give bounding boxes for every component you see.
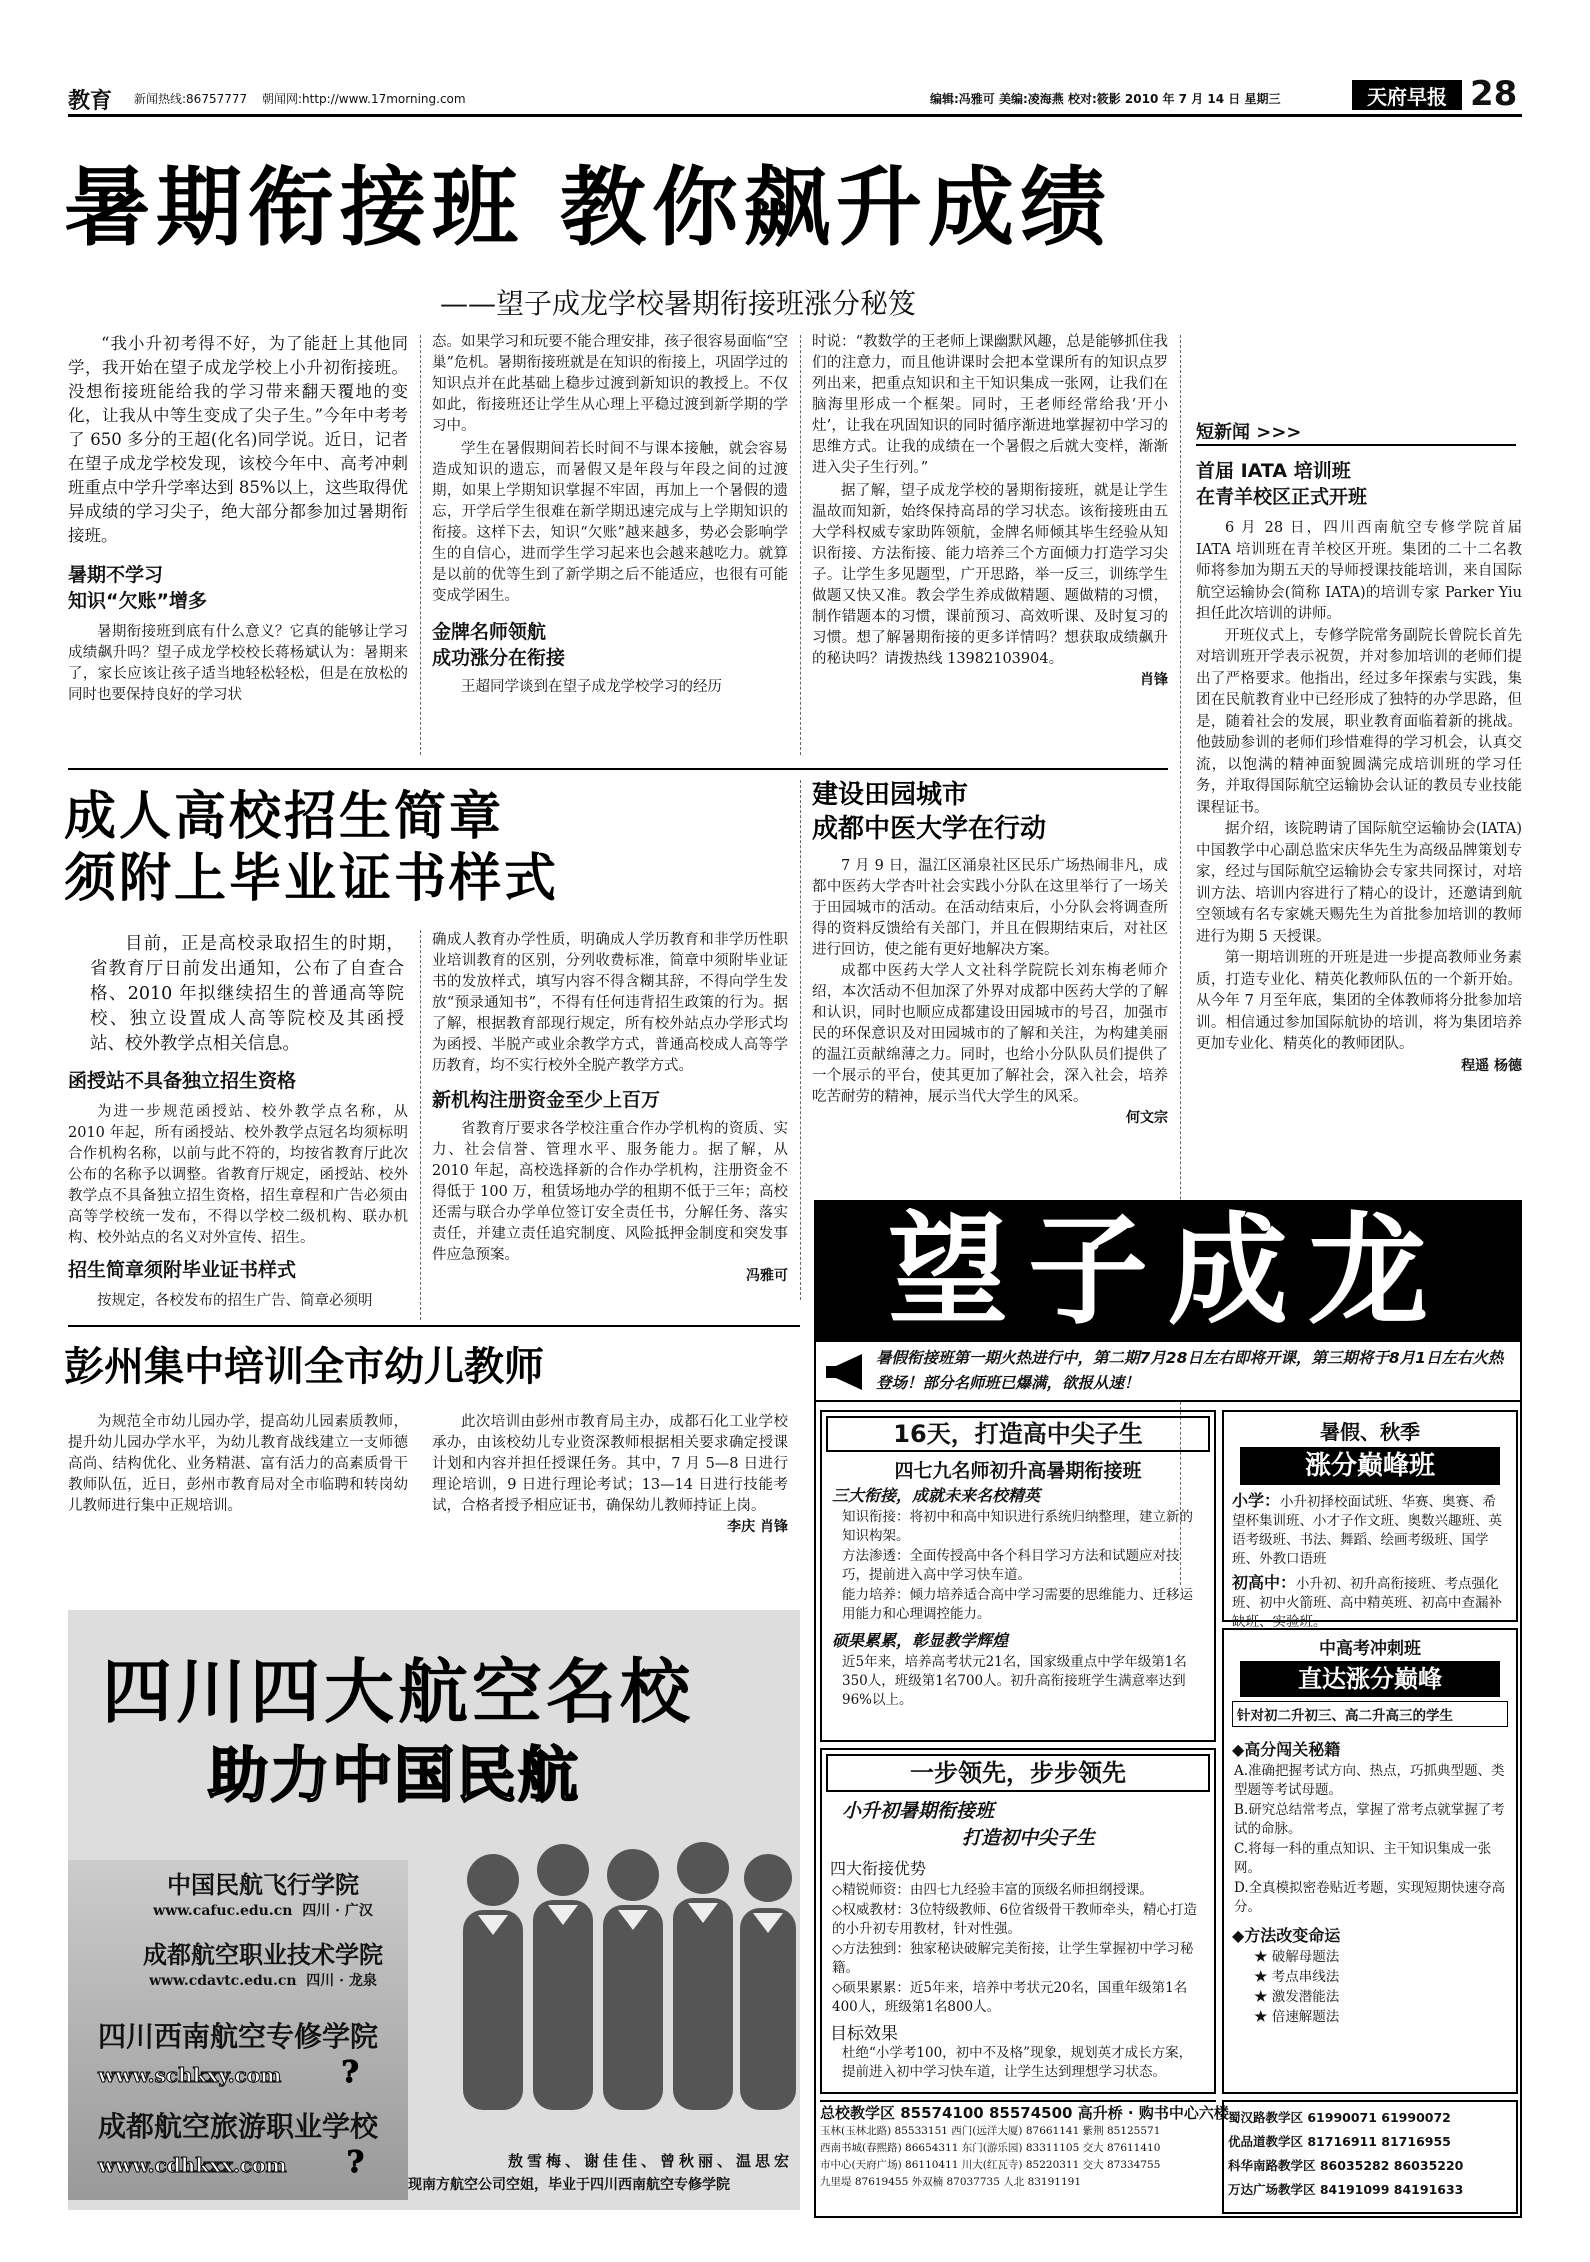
page-number: 28 — [1470, 74, 1518, 114]
school-0: 中国民航飞行学院 www.cafuc.edu.cn 四川 · 广汉 — [153, 1871, 373, 1919]
article1-title: 暑期衔接班 教你飙升成绩 — [64, 158, 1112, 258]
wzcl-brand: 望子成龙 — [816, 1202, 1520, 1342]
course-box-peak: 暑假、秋季 涨分巅峰班 小学：小升初择校面试班、华赛、奥赛、希望杯集训班、小才子作文班、奥数兴趣班、英语考级班、书法、舞蹈、绘画考级班、国学班、外教口语班 初高中：小升初、初升高衔接班、考点强化班、初中火箭班、高中精英班、初高中查漏补缺班、实验班。 — [1222, 1410, 1518, 1622]
article2-col1: 函授站不具备独立招生资格 为进一步规范函授站、校外教学点名称，从 2010 年起，所有函授站、校外教学点冠名均须标明合作机构名称，以前与此不符的，均按省教育厅此次公布的名称予以调整。省教育厅规定，函授站、校外教学点不具备独立招生资格，招生章程和广告必须由高等学校统一发布，不得以学校二级机构、联办机构、校外站点的名义对外宣传、招生。 招生简章须附毕业证书样式 按规定，各校发布的招生广告、简章必须明 — [68, 1070, 408, 1309]
article1-col1: “我小升初考得不好，为了能赶上其他同学，我开始在望子成龙学校上小升初衔接班。没想衔接班能给我的学习带来翻天覆地的变化，让我从中等生变成了尖子生。”今年中考考了 650 多分的王超(化名)同学说。近日，记者在望子成龙学校发现，该校今年中、高考冲刺班重点中学升学率达到 85%以上，这些取得优异成绩的学习尖子，绝大部分都参加过暑期衔接班。 暑期不学习 知识“欠账”增多 暑期衔接班到底有什么意义？它真的能够让学习成绩飙升吗？望子成龙学校校长蒋杨斌认为：暑期来了，家长应该让孩子适当地轻松轻松，但是在放松的同时也要保持良好的学习状 — [68, 334, 408, 703]
article3-body: 7 月 9 日，温江区涌泉社区民乐广场热闹非凡，成都中医药大学杏叶社会实践小分队在这里举行了一场关于田园城市的活动。在活动结束后，小分队会将调查所得的资料反馈给有关部门，并且在假期结束后，对社区进行回访，使之能有更好地解决方案。 成都中医药大学人文社科学院院长刘东梅老师介绍，本次活动不但加深了外界对成都中医药大学的了解和认识，同时也顺应成都建设田园城市的号召，加强市民的环保意识及对田园城市的了解和关注，为构建美丽的温江贡献绵薄之力。同时，也给小分队队员们提供了一个展示的平台，使其更加了解社会，深入社会，培养吃苦耐劳的精神，展示当代大学生的风采。 何文宗 — [812, 858, 1168, 1126]
website: 朝闻网:http://www.17morning.com — [262, 92, 466, 106]
wzcl-banner: 暑假衔接班第一期火热进行中，第二期7月28日左右即将开课，第三期将于8月1日左右火热登场！部分名师班已爆满，欲报从速！ — [876, 1349, 1504, 1392]
article1-col2: 态。如果学习和玩要不能合理安排，孩子很容易面临“空巢”危机。暑期衔接班就是在知识的衔接上，巩固学过的知识点并在此基础上稳步过渡到新知识的教授上。不仅如此，衔接班还让学生从心理上平稳过渡到新学期的学习中。 学生在暑假期间若长时间不与课本接触，就会容易造成知识的遗忘，而暑假又是年段与年段之间的过渡期，如果上学期知识掌握不牢固，再加上一个暑假的遗忘，开学后学生很难在新学期迅速完成与上学期知识的衔接。这样下去，知识“欠账”越来越多，势必会影响学生的自信心，进而学生学习起来也会越来越吃力。就算是以前的优等生到了新学期之后不能适应，也很有可能变成学困生。 金牌名师领航 成功涨分在衔接 王超同学谈到在望子成龙学校学习的经历 — [432, 334, 788, 695]
short-news-tag: 短新闻 >>> — [1196, 422, 1302, 443]
article1-subtitle: ——望子成龙学校暑期衔接班涨分秘笈 — [440, 287, 917, 320]
aviation-ad-title: 四川四大航空名校 — [102, 1651, 694, 1733]
aviation-ad-subtitle: 助力中国民航 — [208, 1741, 580, 1811]
masthead-logo: 天府早报 — [1352, 80, 1462, 110]
school-1: 成都航空职业技术学院 www.cdavtc.edu.cn 四川 · 龙泉 — [143, 1941, 383, 1989]
wzcl-ad — [814, 1200, 1522, 2218]
course-box-junior: 一步领先，步步领先 小升初暑期衔接班 打造初中尖子生 四大衔接优势 ◇精锐师资：由四七九经验丰富的顶级名师担纲授课。 ◇权威教材：3位特级教师、6位省级骨干教师牵头，精心打造的小升初专用教材，针对性强。 ◇方法独到：独家秘诀破解完美衔接，让学生掌握初中学习秘籍。 ◇硕果累累：近5年来，培养中考状元20名，国重年级第1名400人，班级第1名800人。 目标效果 杜绝“小学考100，初中不及格”现象，规划英才成长方案，提前进入初中学习快车道，让学生达到理想学习状态。 — [820, 1748, 1216, 2094]
school-3: 成都航空旅游职业学校 www.cdhkxx.com ? — [98, 2110, 379, 2180]
school-list — [98, 1865, 428, 2195]
course-box-sprint: 中高考冲刺班 直达涨分巅峰 针对初二升初三、高二升高三的学生 ◆高分闯关秘籍 A.准确把握考试方向、热点，巧抓典型题、类型题等考试母题。 B.研究总结常考点，掌握了常考点就掌握了考试的命脉。 C.将每一科的重点知识、主干知识集成一张网。 D.全真模拟密卷贴近考题，实现短期快速夺高分。 ◆方法改变命运 ★ 破解母题法 ★ 考点串线法 ★ 激发潜能法 ★ 倍速解题法 — [1222, 1628, 1518, 2094]
article4-col2: 此次培训由彭州市教育局主办，成都石化工业学校承办，由该校幼儿专业资深教师根据相关要求确定授课计划和内容并担任授课任务。其中，7 月 5—8 日进行理论培训，9 日进行理论考试；13—14 日进行技能考试，合格者授予相应证书，确保幼儿教师持证上岗。 李庆 肖锋 — [432, 1414, 788, 1535]
article2-col2: 确成人教育办学性质，明确成人学历教育和非学历性职业培训教育的区别，分列收费标准，简章中须附毕业证书的发放样式，填写内容不得含糊其辞，不得向学生发放“预录通知书”，不得有任何违背招生政策的行为。据了解，根据教育部现行规定，所有校外站点办学形式均为函授、半脱产或业余教学方式，普通高校成人高等学历教育，均不实行校外全脱产教学方式。 新机构注册资金至少上百万 省教育厅要求各学校注重合作办学机构的资质、实力、社会信誉、管理水平、服务能力。据了解，从 2010 年起，高校选择新的合作办学机构，注册资金不得低于 100 万，租赁场地办学的租期不低于三年；高校还需与联合办学单位签订安全责任书，分解任务、落实责任，并建立责任追究制度、风险抵押金制度和突发事件应急预案。 冯雅可 — [432, 932, 788, 1284]
article4-title: 彭州集中培训全市幼儿教师 — [64, 1344, 544, 1390]
article4-col1: 为规范全市幼儿园办学，提高幼儿园素质教师，提升幼儿园办学水平，为幼儿教育战线建立一支师德高尚、结构优化、业务精湛、富有活力的高素质骨干教师队伍，近日，彭州市教育局对全市临聘和转岗幼儿教师进行集中正规培训。 — [68, 1414, 408, 1514]
school-2: 四川西南航空专修学院 www.schkxy.com ? — [98, 2020, 379, 2090]
article1-col3: 时说：“教数学的王老师上课幽默风趣，总是能够抓住我们的注意力，而且他讲课时会把本堂课所有的知识点罗列出来，把重点知识和主干知识集成一张网，让我们在脑海里形成一个框架。同时，王老师经常给我‘开小灶’，让我在巩固知识的同时循序渐进地掌握初中学习的思维方式。让我的成绩在一个暑假之后就大变样，渐渐进入尖子生行列。” 据了解，望子成龙学校的暑期衔接班，就是让学生温故而知新，始终保持高昂的学习状态。该衔接班由五大学科权威专家助阵领航，金牌名师倾其毕生经验从知识衔接、方法衔接、能力培养三个方面倾力打造学习尖子。让学生多见题型，广开思路，举一反三，训练学生做题又快又准。教会学生养成做精题、题做精的习惯，制作错题本的习惯，课前预习、高效听课、及时复习的习惯。想了解暑期衔接的更多详情吗？想获取成绩飙升的秘诀吗？请拨热线 13982103904。 肖锋 — [812, 334, 1168, 688]
aviation-ad — [68, 1610, 800, 2210]
campus-list-right: 蜀汉路教学区 61990071 61990072 优品道教学区 81716911 81716955 科华南路教学区 86035282 86035220 万达广场教学区 84191099 84191633 — [1222, 2100, 1518, 2214]
article2-title: 成人高校招生简章 须附上毕业证书样式 — [64, 787, 560, 909]
editors-line: 编辑:冯雅可 美编:凌海燕 校对:筱影 2010 年 7 月 14 日 星期三 — [930, 92, 1281, 106]
campus-list: 总校教学区 85574100 85574500 高升桥 · 购书中心六楼 玉林(玉林北路) 85533151 西门(远洋大厦) 87661141 紫荆 85125571 西南书城(春熙路) 86654311 东门(游乐园) 83311105 交大 87611410 市中心(天府广场) 86110411 川大(红瓦寺) 85220311 交大 87334755 九里堤 87619455 外双楠 87037735 人北 83191191 — [820, 2100, 1216, 2214]
article2-lead: 目前，正是高校录取招生的时期，省教育厅日前发出通知，公布了自查合格、2010 年拟继续招生的普通高等院校、独立设置成人高等院校及其函授站、校外教学点相关信息。 — [90, 934, 404, 1054]
article3-title: 建设田园城市 成都中医大学在行动 — [812, 780, 1047, 844]
header-rule — [68, 114, 1522, 117]
section-label: 教育 — [68, 89, 113, 114]
course-box-high: 16天，打造高中尖子生 四七九名师初升高暑期衔接班 三大衔接，成就未来名校精英 知识衔接：将初中和高中知识进行系统归纳整理，建立新的知识构架。 方法渗透：全面传授高中各个科目学习方法和试题应对技巧，提前进入高中学习快车道。 能力培养：倾力培养适合高中学习需要的思维能力、迁移运用能力和心理调控能力。 硕果累累，彰显教学辉煌 近5年来，培养高考状元21名，国家级重点中学年级第1名350人，班级第1名700人。初升高衔接班学生满意率达到96%以上。 — [820, 1410, 1216, 1742]
short-news: 首届 IATA 培训班 在青羊校区正式开班 6 月 28 日，四川西南航空专修学院首届 IATA 培训班在青羊校区开班。集团的二十二名教师将参加为期五天的导师授课技能培训，来自国际航空运输协会(简称 IATA)的培训专家 Parker Yiu 担任此次培训的讲师。 开班仪式上，专修学院常务副院长曾院长首先对培训班开学表示祝贺，并对参加培训的老师们提出了严格要求。他指出，经过多年探索与实践，集团在民航教育业中已经形成了独特的办学思路，但是，随着社会的发展，职业教育面临着新的挑战。他鼓励参训的老师们珍惜难得的学习机会，认真交流，以饱满的精神面貌圆满完成培训班的学习任务，并取得国际航空运输协会认证的教员专业技能课程证书。 据介绍，该院聘请了国际航空运输协会(IATA)中国教学中心副总监宋庆华先生为高级品牌策划专家，经过与国际航空运输协会专家共同探讨，对培训方法、培训内容进行了精心的设计，还邀请到航空领域有名专家姚天赐先生为首批参加培训的教师进行为期 5 天授课。 第一期培训班的开班是进一步提高教师业务素质，打造专业化、精英化教师队伍的一个新开始。从今年 7 月至年底，集团的全体教师将分批参加培训。相信通过参加国际航协的培训，将为集团培养更加专业化、精英化的教师团队。 程遥 杨德 — [1196, 460, 1522, 1074]
stewardess-names: 敖雪梅、谢佳佳、曾秋丽、温思宏 — [508, 2152, 794, 2170]
stewardess-caption: 现南方航空公司空姐，毕业于四川西南航空专修学院 — [408, 2177, 730, 2193]
stewardess-photo — [448, 1820, 798, 2180]
megaphone-icon — [822, 1352, 872, 1392]
hotline: 新闻热线:86757777 — [134, 92, 248, 106]
